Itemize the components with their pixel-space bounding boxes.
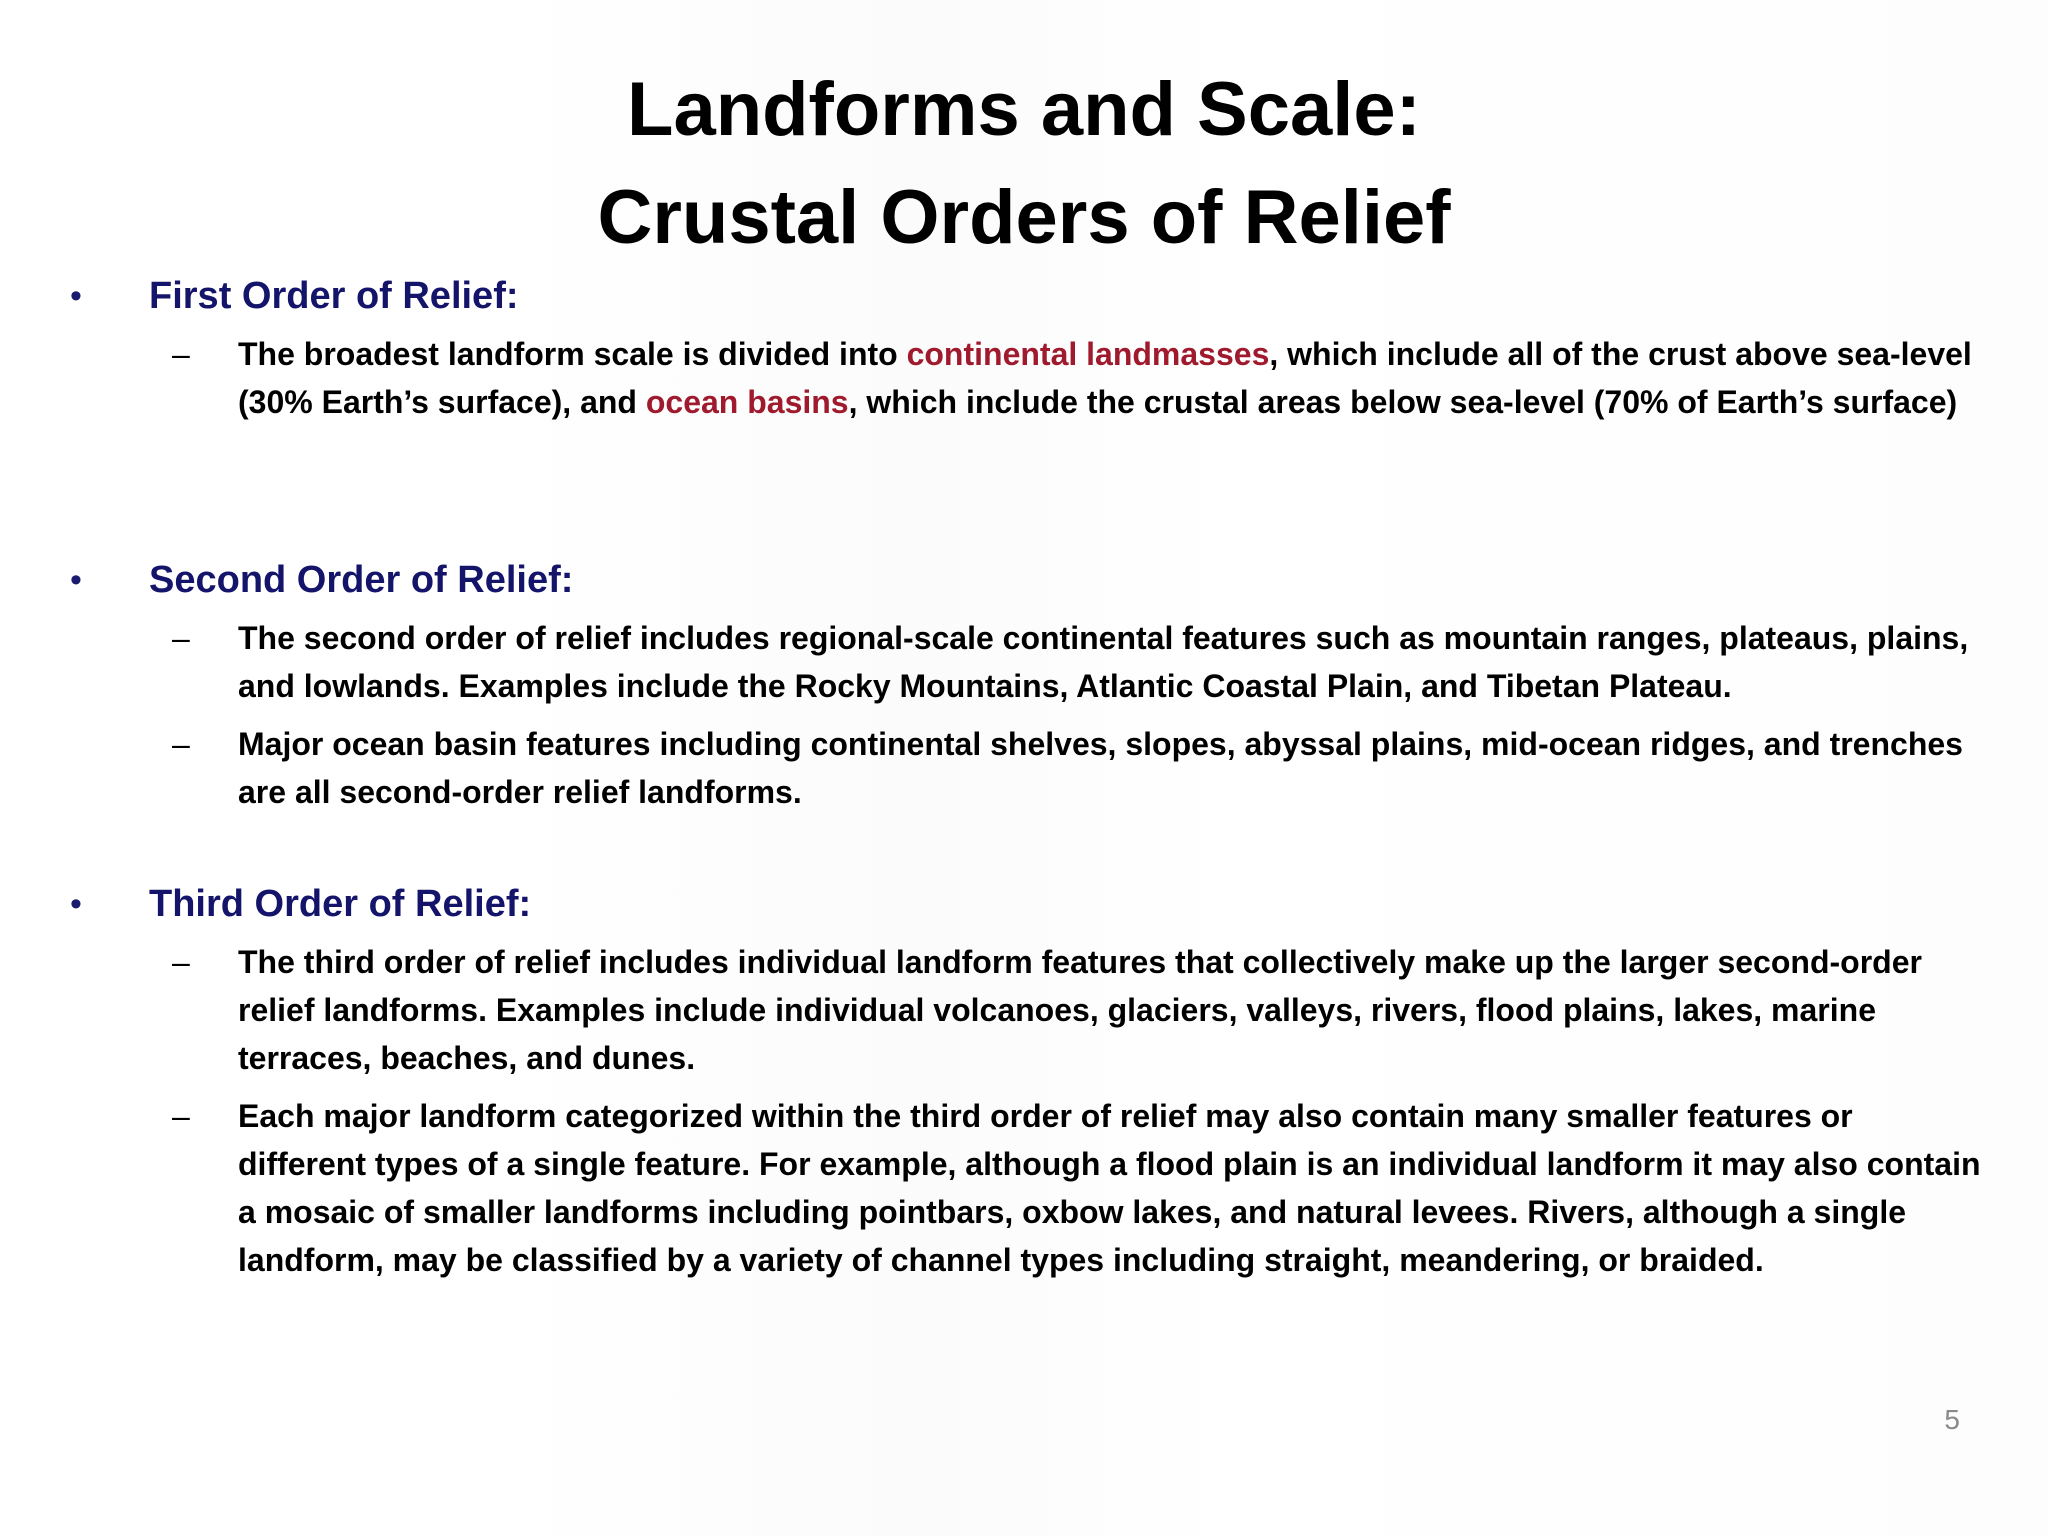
dash-icon: – [172,944,190,980]
highlight-ocean-basins: ocean basins [645,384,849,420]
section-heading-row [0,552,2048,608]
sub-bullet-item [0,938,2048,1082]
sub-bullet-item [0,1092,2048,1284]
slide-title-line-2: Crustal Orders of Relief [597,175,1451,260]
section-heading-row [0,876,2048,932]
page-number: 5 [1944,1404,1960,1435]
bullet-icon: • [70,277,82,315]
sub-bullet-text [238,330,1983,426]
section-second-order [0,552,2048,816]
section-heading: Third Order of Relief: [149,883,532,925]
dash-icon: – [172,336,190,372]
sub-bullet-item [0,330,2048,426]
sub-bullet-item [0,720,2048,816]
slide-title [0,56,2048,272]
section-heading: First Order of Relief: [149,275,519,317]
bullet-icon: • [70,885,82,923]
section-heading-row [0,268,2048,324]
text-run: , which include the crustal areas below sea-level (70% of Earth’s surface) [848,384,1958,420]
dash-icon: – [172,726,190,762]
section-third-order [0,876,2048,1284]
section-heading: Second Order of Relief: [149,559,574,601]
sub-bullet-text: The second order of relief includes regional-scale continental features such as mountain ranges, plateaus, plains, and lowlands. Examples include the Rocky Mountains, Atlantic Coastal Plain, and Tibetan Plateau. [238,620,1969,704]
bullet-icon: • [70,561,82,599]
text-run: , which include all of the crust above sea-level (30% Earth’s surface), and [238,336,1972,420]
sub-bullet-text: Major ocean basin features including continental shelves, slopes, abyssal plains, mid-ocean ridges, and trenches are all second-order relief landforms. [238,726,1963,810]
sub-bullet-text: Each major landform categorized within the third order of relief may also contain many smaller features or different types of a single feature. For example, although a flood plain is an individual landform it may also contain a mosaic of smaller landforms including pointbars, oxbow lakes, and natural levees. Rivers, although a single landform, may be classified by a variety of channel types including straight, meandering, or braided. [238,1098,1981,1278]
sub-bullet-item [0,614,2048,710]
section-first-order [0,268,2048,426]
sub-bullet-text: The third order of relief includes individual landform features that collectively make up the larger second-order relief landforms. Examples include individual volcanoes, glaciers, valleys, rivers, flood plains, lakes, marine terraces, beaches, and dunes. [238,944,1922,1076]
highlight-continental-landmasses: continental landmasses [906,336,1270,372]
dash-icon: – [172,1098,190,1134]
slide-title-line-1: Landforms and Scale: [627,67,1421,152]
dash-icon: – [172,620,190,656]
text-run: The broadest landform scale is divided into [238,336,907,372]
